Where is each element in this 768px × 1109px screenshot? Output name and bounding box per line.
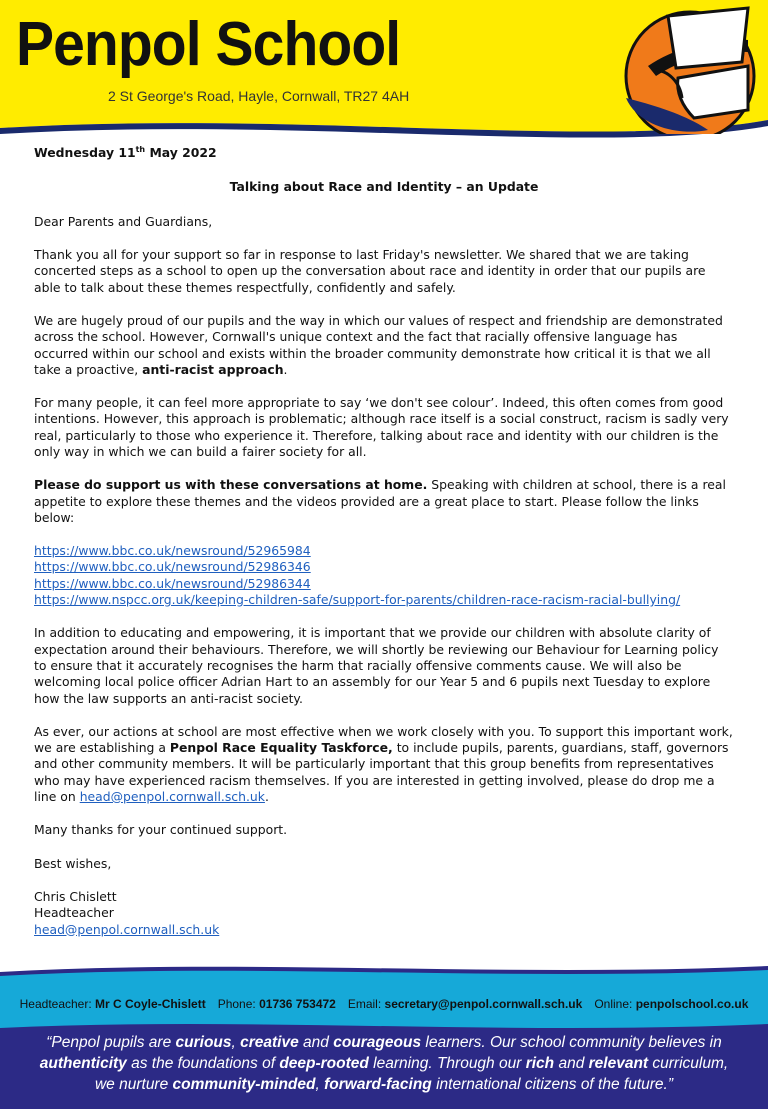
footer-website-link[interactable]: penpolschool.co.uk	[635, 997, 749, 1011]
motto-text-run: community-minded	[172, 1076, 316, 1093]
motto-text-run: as the foundations of	[126, 1055, 280, 1072]
resource-link[interactable]: https://www.bbc.co.uk/newsround/52986344	[34, 575, 311, 591]
motto-text-run: creative	[240, 1034, 299, 1051]
school-motto	[30, 1032, 738, 1095]
motto-text-run: and	[554, 1055, 589, 1072]
paragraph-3: For many people, it can feel more appropriate to say ‘we don't see colour’. Indeed, this often comes from good intentions. However, this approach is problematic; although race itself is a social construct, racism is sadly very real, particularly to those who experience it. Therefore, talking about race and identity with our children is the only way in which we can build a fairer society for all.	[34, 395, 729, 459]
paragraph-6: As ever, our actions at school are most effective when we work closely with you. To support this important work, we are establishing a Penpol Race Equality Taskforce, to include pupils, parents, guardians, staff, governors and other community members. It will be particularly important that this group benefits from representatives who may have experienced racism themselves. If you are interested in getting involved, please do drop me a line on head@penpol.cornwall.sch.uk.	[34, 723, 733, 805]
paragraph-2: We are hugely proud of our pupils and the way in which our values of respect and friendship are demonstrated across the school. However, Cornwall's unique context and the fact that racially offensive language has occurred within our school and exists within the broader community demonstrate how critical it is that we all take a proactive, anti-racist approach.	[34, 312, 723, 377]
motto-text-run: curious	[175, 1034, 232, 1051]
motto-text-run: and	[298, 1034, 334, 1051]
motto-text-run: learners. Our school community believes in	[421, 1034, 722, 1051]
motto-text-run: forward-facing	[324, 1076, 432, 1093]
resource-link[interactable]: https://www.bbc.co.uk/newsround/52986346	[34, 559, 311, 575]
paragraph-5: In addition to educating and empowering, it is important that we provide our children with absolute clarity of expectation around their behaviours. Therefore, we will shortly be reviewing our Behaviour for Learning policy to ensure that it accurately recognises the harm that racially offensive comments cause. We will also be welcoming local police officer Adrian Hart to an assembly for our Year 5 and 6 pupils next Tuesday to explore how the law supports an anti-racist society.	[34, 625, 719, 706]
paragraph-1: Thank you all for your support so far in response to last Friday's newsletter. We shared that we are taking concerted steps as a school to open up the conversation about race and identity in order that our pupils are able to talk about these themes respectfully, confidently and safely.	[34, 247, 706, 295]
signature-block	[34, 889, 734, 938]
resource-link[interactable]: https://www.nspcc.org.uk/keeping-children-safe/support-for-parents/children-race-racism-racial-bullying/	[34, 592, 681, 608]
signatory-email-link[interactable]: head@penpol.cornwall.sch.uk	[34, 921, 220, 937]
motto-text-run: rich	[525, 1055, 555, 1072]
school-logo	[598, 6, 763, 134]
letter-body	[34, 142, 734, 938]
closing: Best wishes,	[34, 855, 112, 871]
signatory-name: Chris Chislett	[34, 888, 117, 904]
website-info: Online: penpolschool.co.uk	[594, 997, 749, 1011]
motto-text-run: courageous	[333, 1034, 422, 1051]
motto-text-run: ,	[231, 1034, 241, 1051]
school-name: Penpol School	[16, 10, 401, 79]
resource-link[interactable]: https://www.bbc.co.uk/newsround/52965984	[34, 543, 311, 559]
headteacher-info: Headteacher: Mr C Coyle-Chislett	[19, 997, 206, 1011]
motto-text-run: relevant	[588, 1055, 649, 1072]
thanks-line: Many thanks for your continued support.	[34, 822, 288, 838]
school-address: 2 St George's Road, Hayle, Cornwall, TR27 4AH	[108, 88, 410, 104]
motto-text-run: “Penpol pupils are	[46, 1034, 176, 1051]
phone-info: Phone: 01736 753472	[217, 997, 336, 1011]
motto-text-run: authenticity	[39, 1055, 127, 1072]
letter-subject: Talking about Race and Identity – an Update	[229, 179, 539, 195]
motto-text-run: deep-rooted	[279, 1055, 369, 1072]
motto-text-run: international citizens of the future.”	[431, 1076, 674, 1093]
contact-bar	[0, 982, 768, 1026]
footer-email-link[interactable]: secretary@penpol.cornwall.sch.uk	[384, 997, 583, 1011]
footer	[0, 962, 768, 1109]
motto-text-run: curriculum, we nurture	[94, 1055, 729, 1093]
letterhead	[0, 0, 768, 140]
signatory-role: Headteacher	[34, 905, 114, 921]
motto-text-run: ,	[315, 1076, 325, 1093]
salutation: Dear Parents and Guardians,	[34, 213, 213, 229]
paragraph-4: Please do support us with these conversations at home. Speaking with children at school, there is a real appetite to explore these themes and the videos provided are a great place to start. Please follow the links below:	[34, 477, 726, 525]
email-link[interactable]: head@penpol.cornwall.sch.uk	[79, 789, 265, 805]
motto-text-run: learning. Through our	[368, 1055, 526, 1072]
resource-links	[34, 543, 734, 608]
letter-date: Wednesday 11th May 2022	[34, 145, 217, 161]
email-info: Email: secretary@penpol.cornwall.sch.uk	[347, 997, 583, 1011]
